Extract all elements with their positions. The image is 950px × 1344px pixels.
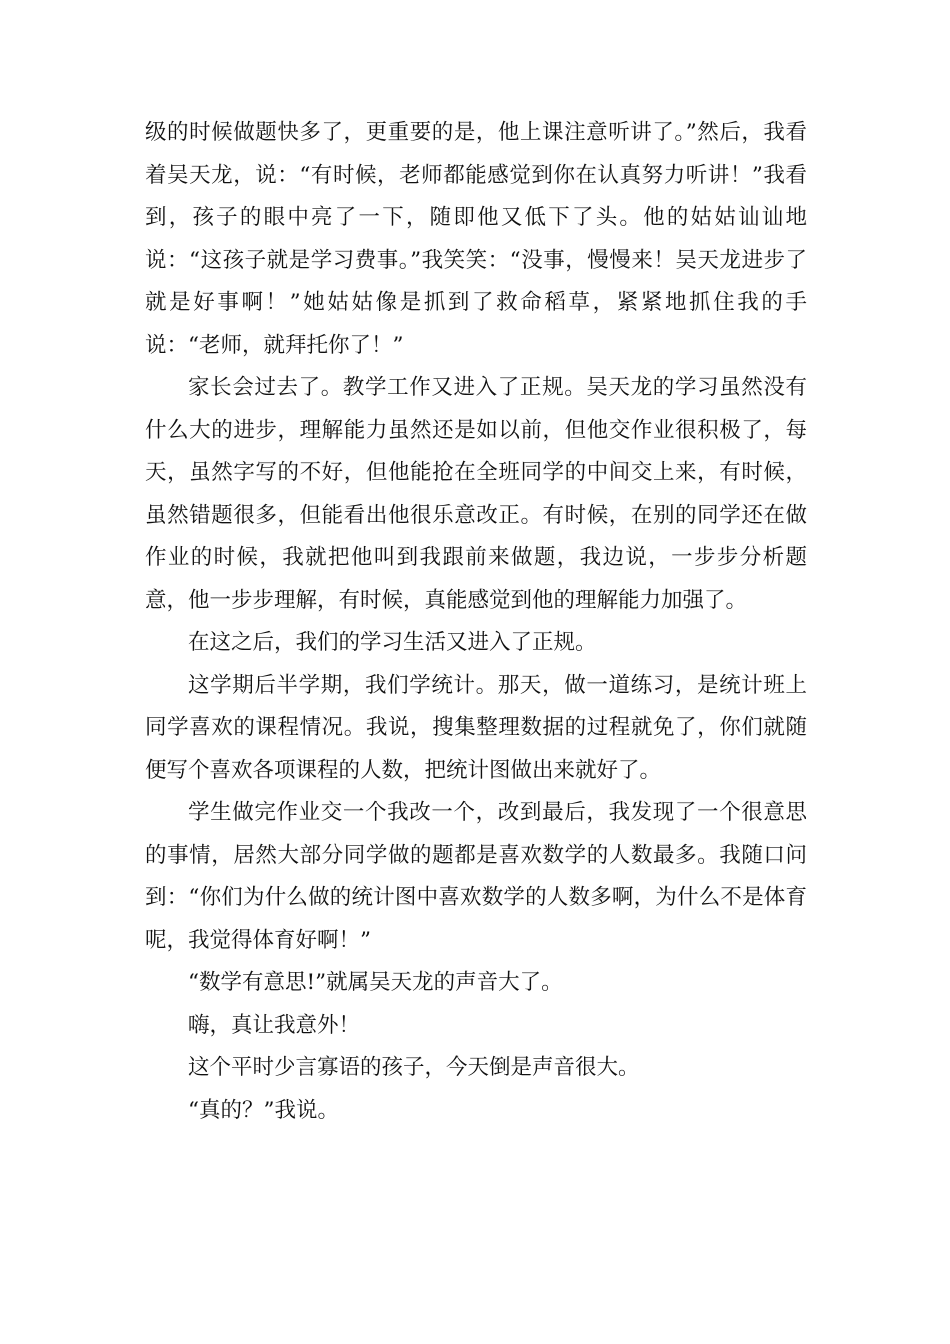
paragraph-1: 级的时候做题快多了，更重要的是，他上课注意听讲了。”然后，我看着吴天龙，说：“有时候，老师都能感觉到你在认真努力听讲！”我看到，孩子的眼中亮了一下，随即他又低下了头。他的姑姑讪讪地说：“这孩子就是学习费事。”我笑笑：“没事，慢慢来！吴天龙进步了就是好事啊！”她姑姑像是抓到了救命稻草，紧紧地抓住我的手说：“老师，就拜托你了！” (145, 120, 807, 358)
document-body (145, 112, 807, 1132)
paragraph-8: 这个平时少言寡语的孩子，今天倒是声音很大。 (188, 1055, 640, 1080)
paragraph-2: 家长会过去了。教学工作又进入了正规。吴天龙的学习虽然没有什么大的进步，理解能力虽然还是如以前，但他交作业很积极了，每天，虽然字写的不好，但他能抢在全班同学的中间交上来，有时候，虽然错题很多，但能看出他很乐意改正。有时候，在别的同学还在做作业的时候，我就把他叫到我跟前来做题，我边说，一步步分析题意，他一步步理解，有时候，真能感觉到他的理解能力加强了。 (145, 375, 807, 613)
paragraph-9: “真的？”我说。 (188, 1097, 339, 1123)
paragraph-3: 在这之后，我们的学习生活又进入了正规。 (188, 630, 597, 655)
paragraph-7: 嗨，真让我意外！ (188, 1012, 361, 1038)
paragraph-5: 学生做完作业交一个我改一个，改到最后，我发现了一个很意思的事情，居然大部分同学做的题都是喜欢数学的人数最多。我随口问到：“你们为什么做的统计图中喜欢数学的人数多啊，为什么不是体育呢，我觉得体育好啊！” (145, 800, 807, 953)
paragraph-4: 这学期后半学期，我们学统计。那天，做一道练习，是统计班上同学喜欢的课程情况。我说，搜集整理数据的过程就免了，你们就随便写个喜欢各项课程的人数，把统计图做出来就好了。 (145, 672, 807, 783)
paragraph-6: “数学有意思!”就属吴天龙的声音大了。 (188, 970, 563, 995)
